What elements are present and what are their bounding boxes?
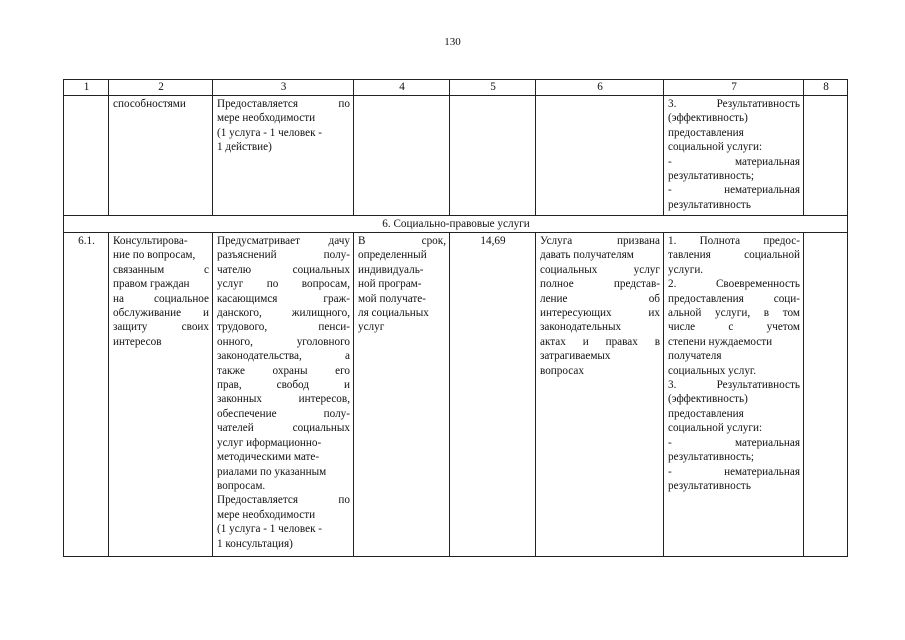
header-cell-1: 1 [64,80,109,96]
header-cell-5: 5 [450,80,536,96]
services-table [63,79,848,557]
section-row [64,216,848,233]
cell-description: Предусматривает дачу разъяснений полу- чателю социальных услуг по вопросам, касающимся граж- данского, жилищного, трудового, пенси- онного, уголовного законодательства, а также охраны его прав, свобод и законных интересов, обеспечение полу- чателей социальных услуг иформационно- методическими мате- риалами по указанным вопросам. Предоставляется по мере необходимости (1 услуга - 1 человек - 1 консультация) [213,233,354,557]
cell-indicators: 3. Результативность (эффективность) предоставления социальной услуги: - материальная результативность; - нематериальная результативность [664,96,804,216]
page-number: 130 [444,36,461,48]
header-cell-6: 6 [536,80,664,96]
header-cell-7: 7 [664,80,804,96]
cell-conditions [536,96,664,216]
section-title: 6. Социально-правовые услуги [64,216,848,233]
header-cell-3: 3 [213,80,354,96]
cell-service-name: Консультирова- ние по вопросам, связанным с правом граждан на социальное обслуживание и защиту своих интересов [109,233,213,557]
cell-note [804,233,848,557]
cell-note [804,96,848,216]
cell-indicators: 1. Полнота предос- тавления социальной услуги. 2. Своевременность предоставления соци- альной услуги, в том числе с учетом степени нуждаемости получателя социальных услуг. 3. Результативность (эффективность) предоставления социальной услуги: - материальная результативность; - нематериальная результативность [664,233,804,557]
header-cell-2: 2 [109,80,213,96]
header-cell-8: 8 [804,80,848,96]
cell-cost [450,96,536,216]
table-row-continued [64,96,848,216]
cell-num: 6.1. [64,233,109,557]
cell-service-name: способностями [109,96,213,216]
cell-term: В срок, определенный индивидуаль- ной програм- мой получате- ля социальных услуг [354,233,450,557]
table-row-6-1 [64,233,848,557]
header-row [64,80,848,96]
cell-num [64,96,109,216]
cell-conditions: Услуга призвана давать получателям социальных услуг полное представ- ление об интересующих их законодательных актах и правах в затрагиваемых вопросах [536,233,664,557]
cell-description: Предоставляется по мере необходимости (1 услуга - 1 человек - 1 действие) [213,96,354,216]
header-cell-4: 4 [354,80,450,96]
cell-cost: 14,69 [450,233,536,557]
cell-term [354,96,450,216]
